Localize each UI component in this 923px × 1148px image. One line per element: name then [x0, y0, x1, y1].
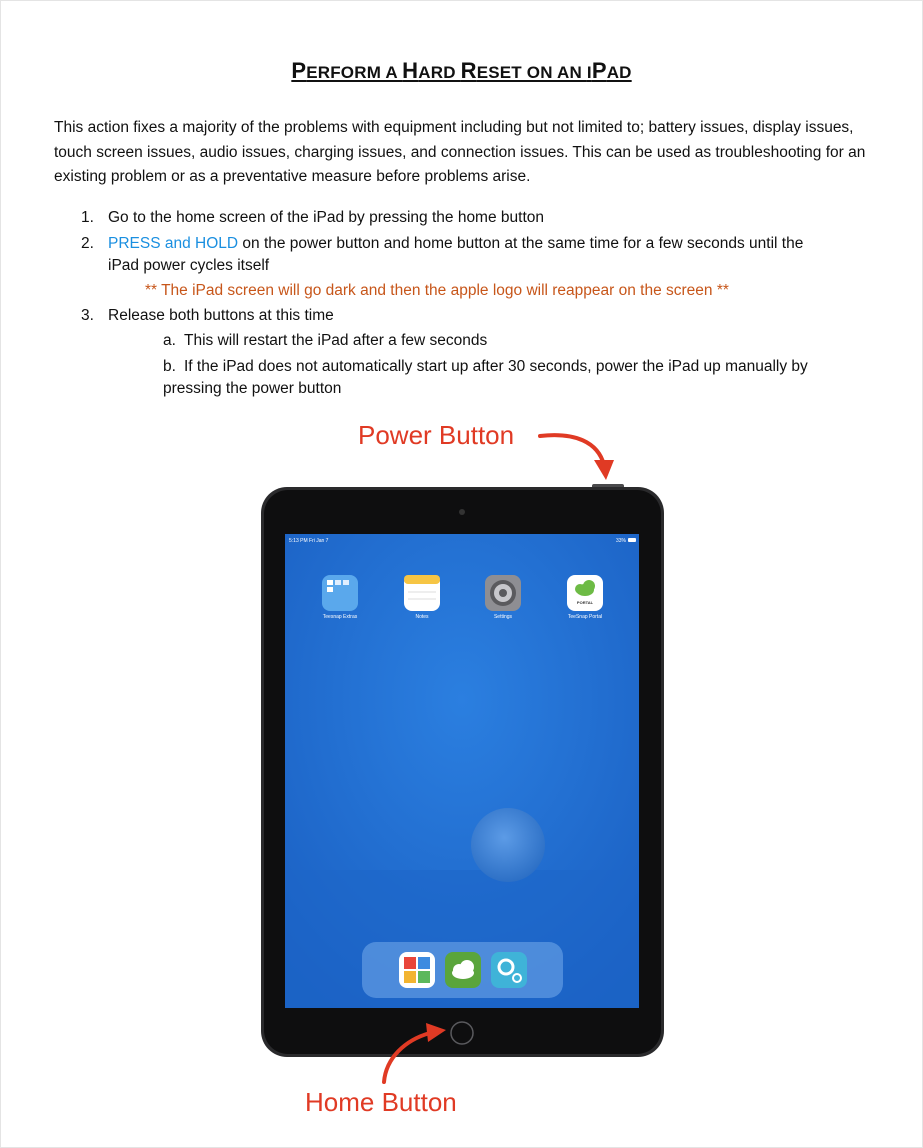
step-number: 2. — [81, 235, 94, 252]
home-button — [451, 1022, 473, 1044]
substep-letter: b. — [163, 358, 176, 375]
step-number: 3. — [81, 307, 94, 324]
power-arrow — [540, 435, 614, 480]
step-note: ** The iPad screen will go dark and then the apple logo will reappear on the screen ** — [145, 282, 729, 299]
step-number: 1. — [81, 209, 94, 226]
step-text: Go to the home screen of the iPad by pressing the home button — [108, 209, 544, 226]
press-hold-highlight: PRESS and HOLD — [108, 235, 239, 252]
substep-text-continued: pressing the power button — [163, 380, 342, 397]
substep-letter: a. — [163, 332, 176, 349]
svg-text:PORTAL: PORTAL — [576, 600, 594, 605]
app-teesnap-portal[interactable] — [567, 575, 603, 620]
svg-text:TeeSnap Portal: TeeSnap Portal — [567, 614, 603, 620]
svg-text:Notes: Notes — [415, 614, 429, 620]
power-button-label: Power Button — [358, 420, 515, 450]
gears-app-icon — [491, 952, 527, 988]
dock-app-teesnap[interactable] — [399, 952, 435, 988]
dock-app-gears[interactable] — [491, 952, 527, 988]
status-time: 5:13 PM Fri Jan 7 — [289, 538, 329, 544]
golf-ball-wallpaper — [471, 808, 545, 882]
dock-app-cloud[interactable] — [445, 952, 481, 988]
substep-text: If the iPad does not automatically start up after 30 seconds, power the iPad up manually by — [184, 358, 808, 375]
status-battery: 33% — [615, 538, 626, 544]
page-title: PERFORM A HARD RESET ON AN IPAD — [291, 58, 632, 83]
home-button-label: Home Button — [305, 1087, 457, 1117]
substep-text: This will restart the iPad after a few seconds — [184, 332, 488, 349]
battery-icon — [628, 538, 636, 542]
front-camera — [459, 509, 465, 515]
intro-paragraph: This action fixes a majority of the problems with equipment including but not limited to; battery issues, display issues, touch screen issues, audio issues, charging issues, and connection issues. This can be used as troubleshooting for an existing problem or as a preventative measure before problems arise. — [54, 119, 866, 185]
svg-text:Settings: Settings — [493, 614, 513, 620]
svg-text:Teesnap Extras: Teesnap Extras — [322, 614, 358, 620]
ipad-screen — [285, 534, 639, 1008]
app-teesnap-extras[interactable] — [322, 575, 358, 620]
step-text: Release both buttons at this time — [108, 307, 334, 324]
step-text-continued: iPad power cycles itself — [108, 257, 270, 274]
step-text: PRESS and HOLD on the power button and home button at the same time for a few seconds until the — [108, 235, 804, 252]
